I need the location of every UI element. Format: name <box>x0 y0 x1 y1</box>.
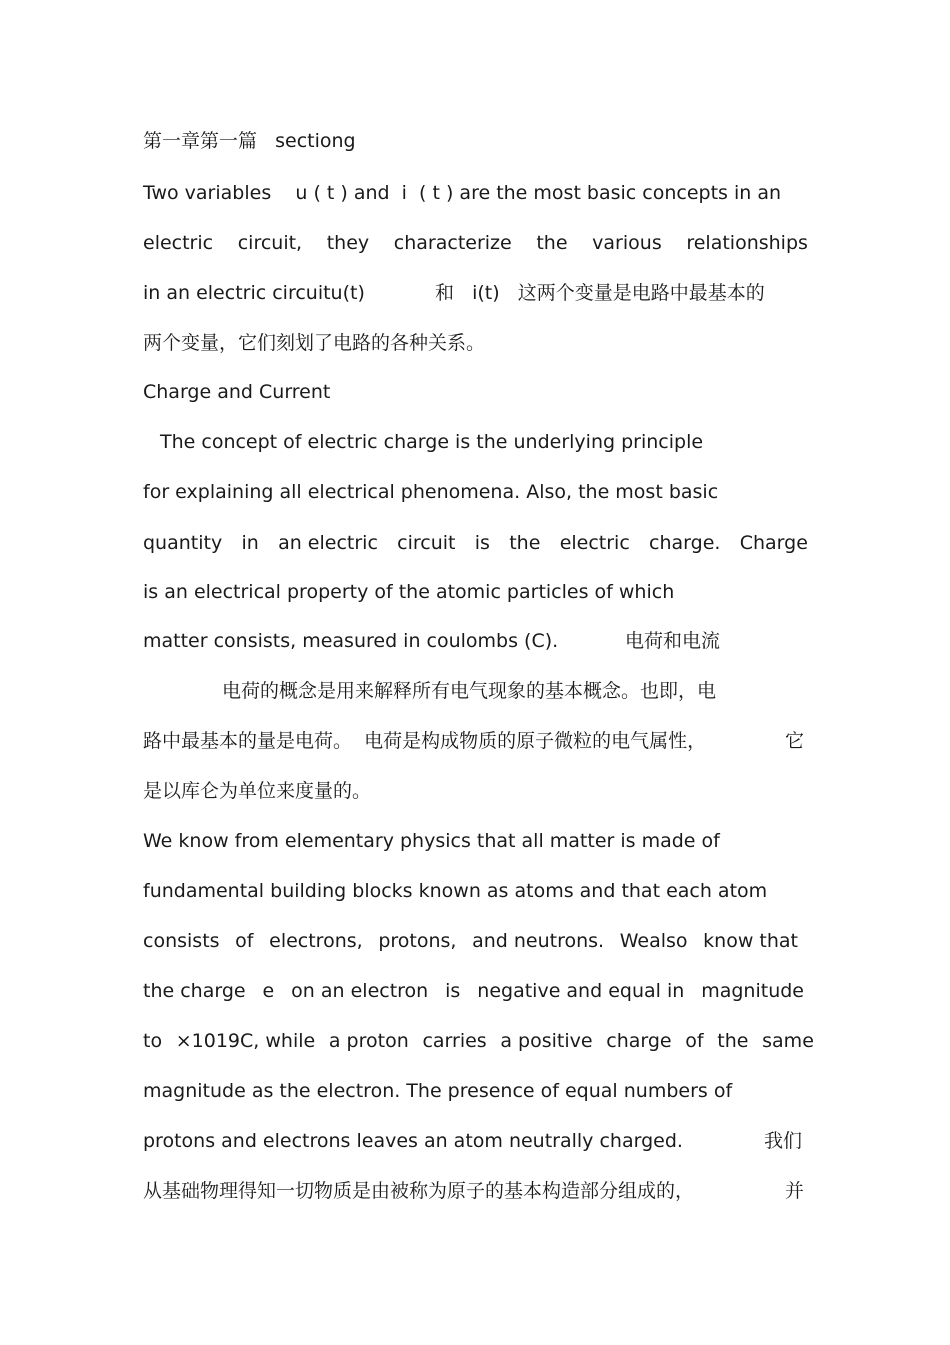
p4-line-1: We know from elementary physics that all matter is made of <box>143 830 720 852</box>
word: electric <box>559 532 630 554</box>
word: consists <box>143 930 220 952</box>
p2-line-5-en: matter consists, measured in coulombs (C). <box>143 630 559 652</box>
word: they <box>326 232 370 254</box>
p2-line-3 <box>143 531 808 555</box>
word: protons, <box>378 930 457 952</box>
word: electric <box>143 232 214 254</box>
word: circuit, <box>237 232 303 254</box>
word: and neutrons. <box>472 930 605 952</box>
p4-line-3 <box>143 929 798 953</box>
word: quantity <box>143 532 223 554</box>
word: electrons, <box>269 930 363 952</box>
word: charge <box>606 1030 672 1052</box>
chapter-heading: 第一章第一篇 sectiong <box>143 130 356 152</box>
word: the <box>509 532 541 554</box>
word: magnitude <box>701 980 804 1002</box>
word: on an electron <box>291 980 429 1002</box>
word: carries <box>422 1030 487 1052</box>
p4-line-6: magnitude as the electron. The presence of equal numbers of <box>143 1080 733 1102</box>
word: same <box>762 1030 814 1052</box>
section-title: Charge and Current <box>143 381 331 403</box>
word: Wealso <box>619 930 688 952</box>
p3-line-2: 路中最基本的量是电荷。 电荷是构成物质的原子微粒的电气属性， <box>143 730 707 752</box>
word: negative and equal in <box>477 980 685 1002</box>
p2-line-2: for explaining all electrical phenomena. Also, the most basic <box>143 481 719 503</box>
word: ×1019C, while <box>175 1030 316 1052</box>
word: in <box>241 532 259 554</box>
word: know that <box>703 930 798 952</box>
p3-line-1: 电荷的概念是用来解释所有电气现象的基本概念。也即，电 <box>222 680 717 702</box>
p2-line-1: The concept of electric charge is the underlying principle <box>160 431 704 453</box>
word: charge. <box>649 532 721 554</box>
word: the <box>717 1030 749 1052</box>
p3-line-2-end: 它 <box>785 730 805 752</box>
p3-line-3: 是以库仑为单位来度量的。 <box>143 780 372 802</box>
word: circuit <box>397 532 456 554</box>
p2-line-5-zh: 电荷和电流 <box>625 630 721 652</box>
word: to <box>143 1030 163 1052</box>
word: various <box>592 232 662 254</box>
word: a proton <box>328 1030 409 1052</box>
p1-line-3-zh: 和 i(t) 这两个变量是电路中最基本的 <box>435 282 765 304</box>
word: of <box>685 1030 704 1052</box>
p4-line-2: fundamental building blocks known as atoms and that each atom <box>143 880 768 902</box>
word: characterize <box>393 232 512 254</box>
p1-line-4: 两个变量，它们刻划了电路的各种关系。 <box>143 332 486 354</box>
p4-line-7-en: protons and electrons leaves an atom neutrally charged. <box>143 1130 683 1152</box>
word: of <box>235 930 254 952</box>
p1-line-1: Two variables u ( t ) and i ( t ) are the most basic concepts in an <box>143 182 782 204</box>
p1-line-3-en: in an electric circuitu(t) <box>143 282 365 304</box>
word: e <box>262 980 275 1002</box>
p4-line-8-end: 并 <box>785 1180 805 1202</box>
word: a positive <box>500 1030 593 1052</box>
p4-line-8: 从基础物理得知一切物质是由被称为原子的基本构造部分组成的， <box>143 1180 695 1202</box>
word: the <box>536 232 568 254</box>
word: an electric <box>278 532 378 554</box>
word: is <box>445 980 461 1002</box>
p1-line-2 <box>143 231 808 255</box>
word: the charge <box>143 980 246 1002</box>
p4-line-4 <box>143 979 804 1003</box>
p4-line-7-zh: 我们 <box>764 1130 803 1152</box>
word: is <box>474 532 490 554</box>
p4-line-5 <box>143 1029 814 1053</box>
word: relationships <box>686 232 808 254</box>
word: Charge <box>739 532 808 554</box>
p2-line-4: is an electrical property of the atomic particles of which <box>143 581 675 603</box>
